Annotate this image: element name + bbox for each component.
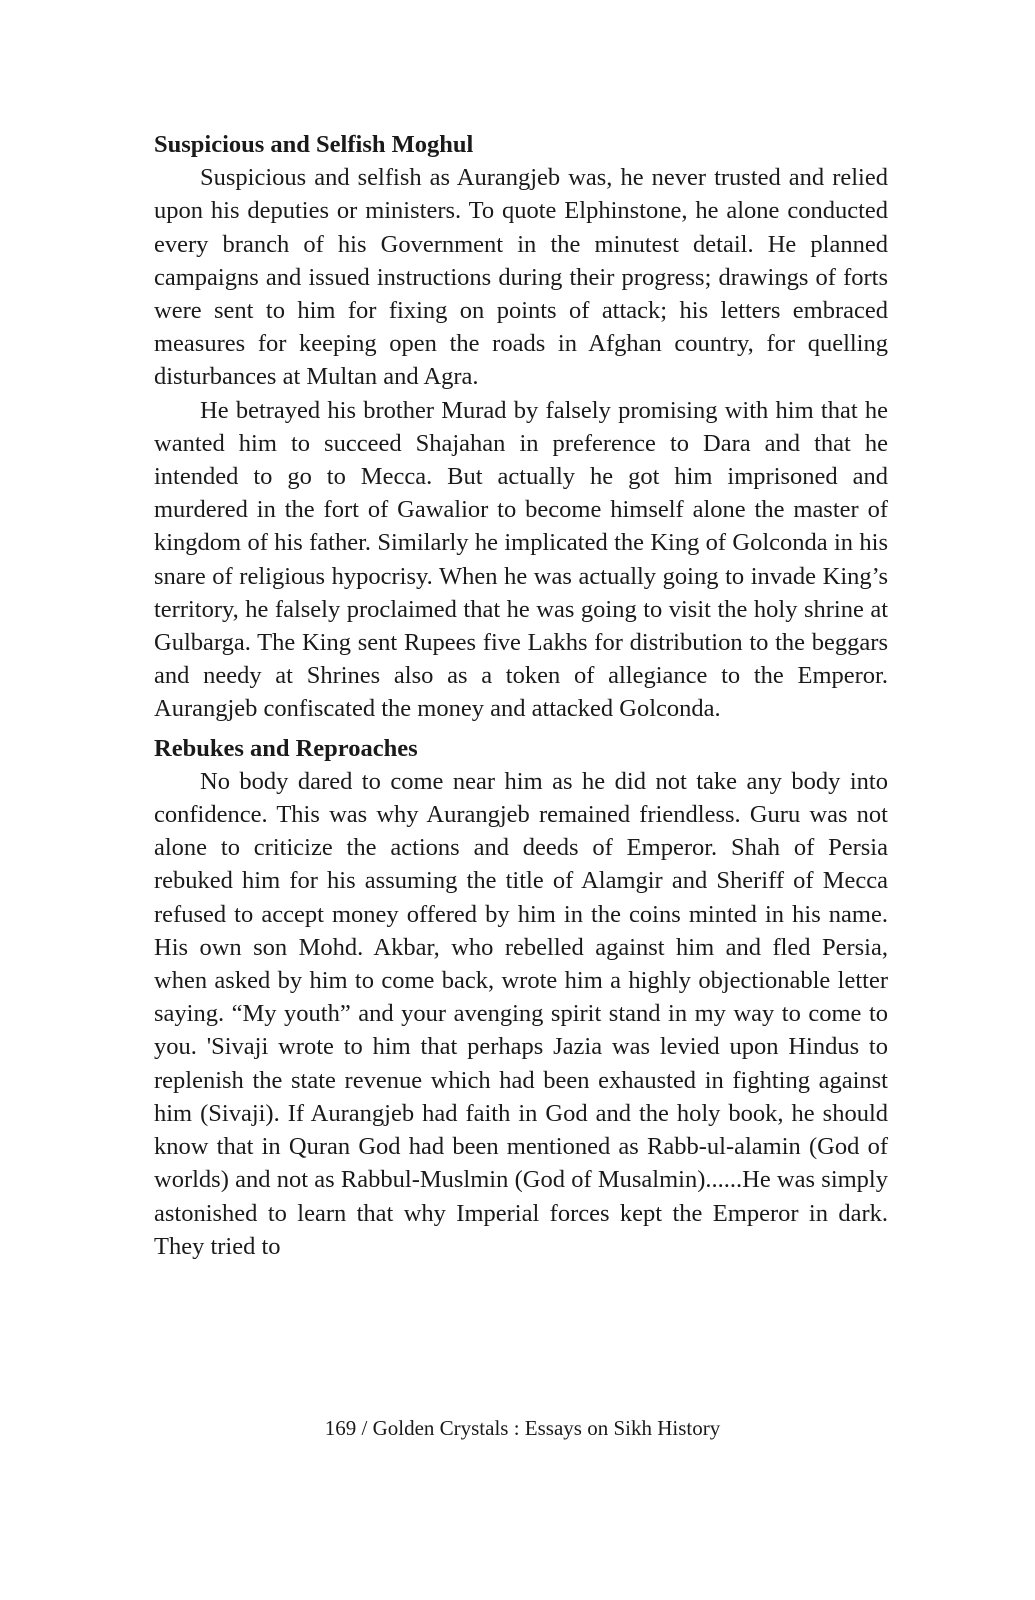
paragraph-elphinstone: Suspicious and selfish as Aurangjeb was, he never trusted and relied upon his deputies or ministers. To quote Elphinstone, he alone conducted every branch of his Government in the minutest detail. He planned campaigns and issued instructions during their progress; drawings of forts were sent to him for fixing on points of attack; his letters embraced measures for keeping open the roads in Afghan country, for quelling disturbances at Multan and Agra. (154, 164, 888, 391)
section-heading-rebukes: Rebukes and Reproaches (154, 734, 418, 762)
paragraph-friendless: No body dared to come near him as he did not take any body into confidence. This was why Aurangjeb remained friendless. Guru was not alone to criticize the actions and deeds of Emperor. Shah of Persia rebuked him for his assuming the title of Alamgir and Sheriff of Mecca refused to accept money offered by him in the coins minted in his name. His own son Mohd. Akbar, who rebelled against him and fled Persia, when asked by him to come back, wrote him a highly objectionable letter saying. “My youth” and your avenging spirit stand in my way to come to you. 'Sivaji wrote to him that perhaps Jazia was levied upon Hindus to replenish the state revenue which had been exhausted in fighting against him (Sivaji). If Aurangjeb had faith in God and the holy book, he should know that in Quran God had been mentioned as Rabb-ul-alamin (God of worlds) and not as Rabbul-Muslmin (God of Musalmin)......He was simply astonished to learn that why Imperial forces kept the Emperor in dark. They tried to (154, 767, 888, 1260)
paragraph-murad: He betrayed his brother Murad by falsely promising with him that he wanted him to succeed Shajahan in preference to Dara and that he intended to go to Mecca. But actually he got him imprisoned and murdered in the fort of Gawalior to become himself alone the master of kingdom of his father. Similarly he implicated the King of Golconda in his snare of religious hypocrisy. When he was actually going to invade King’s territory, he falsely proclaimed that he was going to visit the holy shrine at Gulbarga. The King sent Rupees five Lakhs for distribution to the beggars and needy at Shrines also as a token of allegiance to the Emperor. Aurangjeb confiscated the money and attacked Golconda. (154, 396, 888, 723)
page-body (154, 128, 888, 1263)
page-footer: 169 / Golden Crystals : Essays on Sikh History (324, 1416, 721, 1440)
section-heading-suspicious: Suspicious and Selfish Moghul (154, 131, 474, 158)
